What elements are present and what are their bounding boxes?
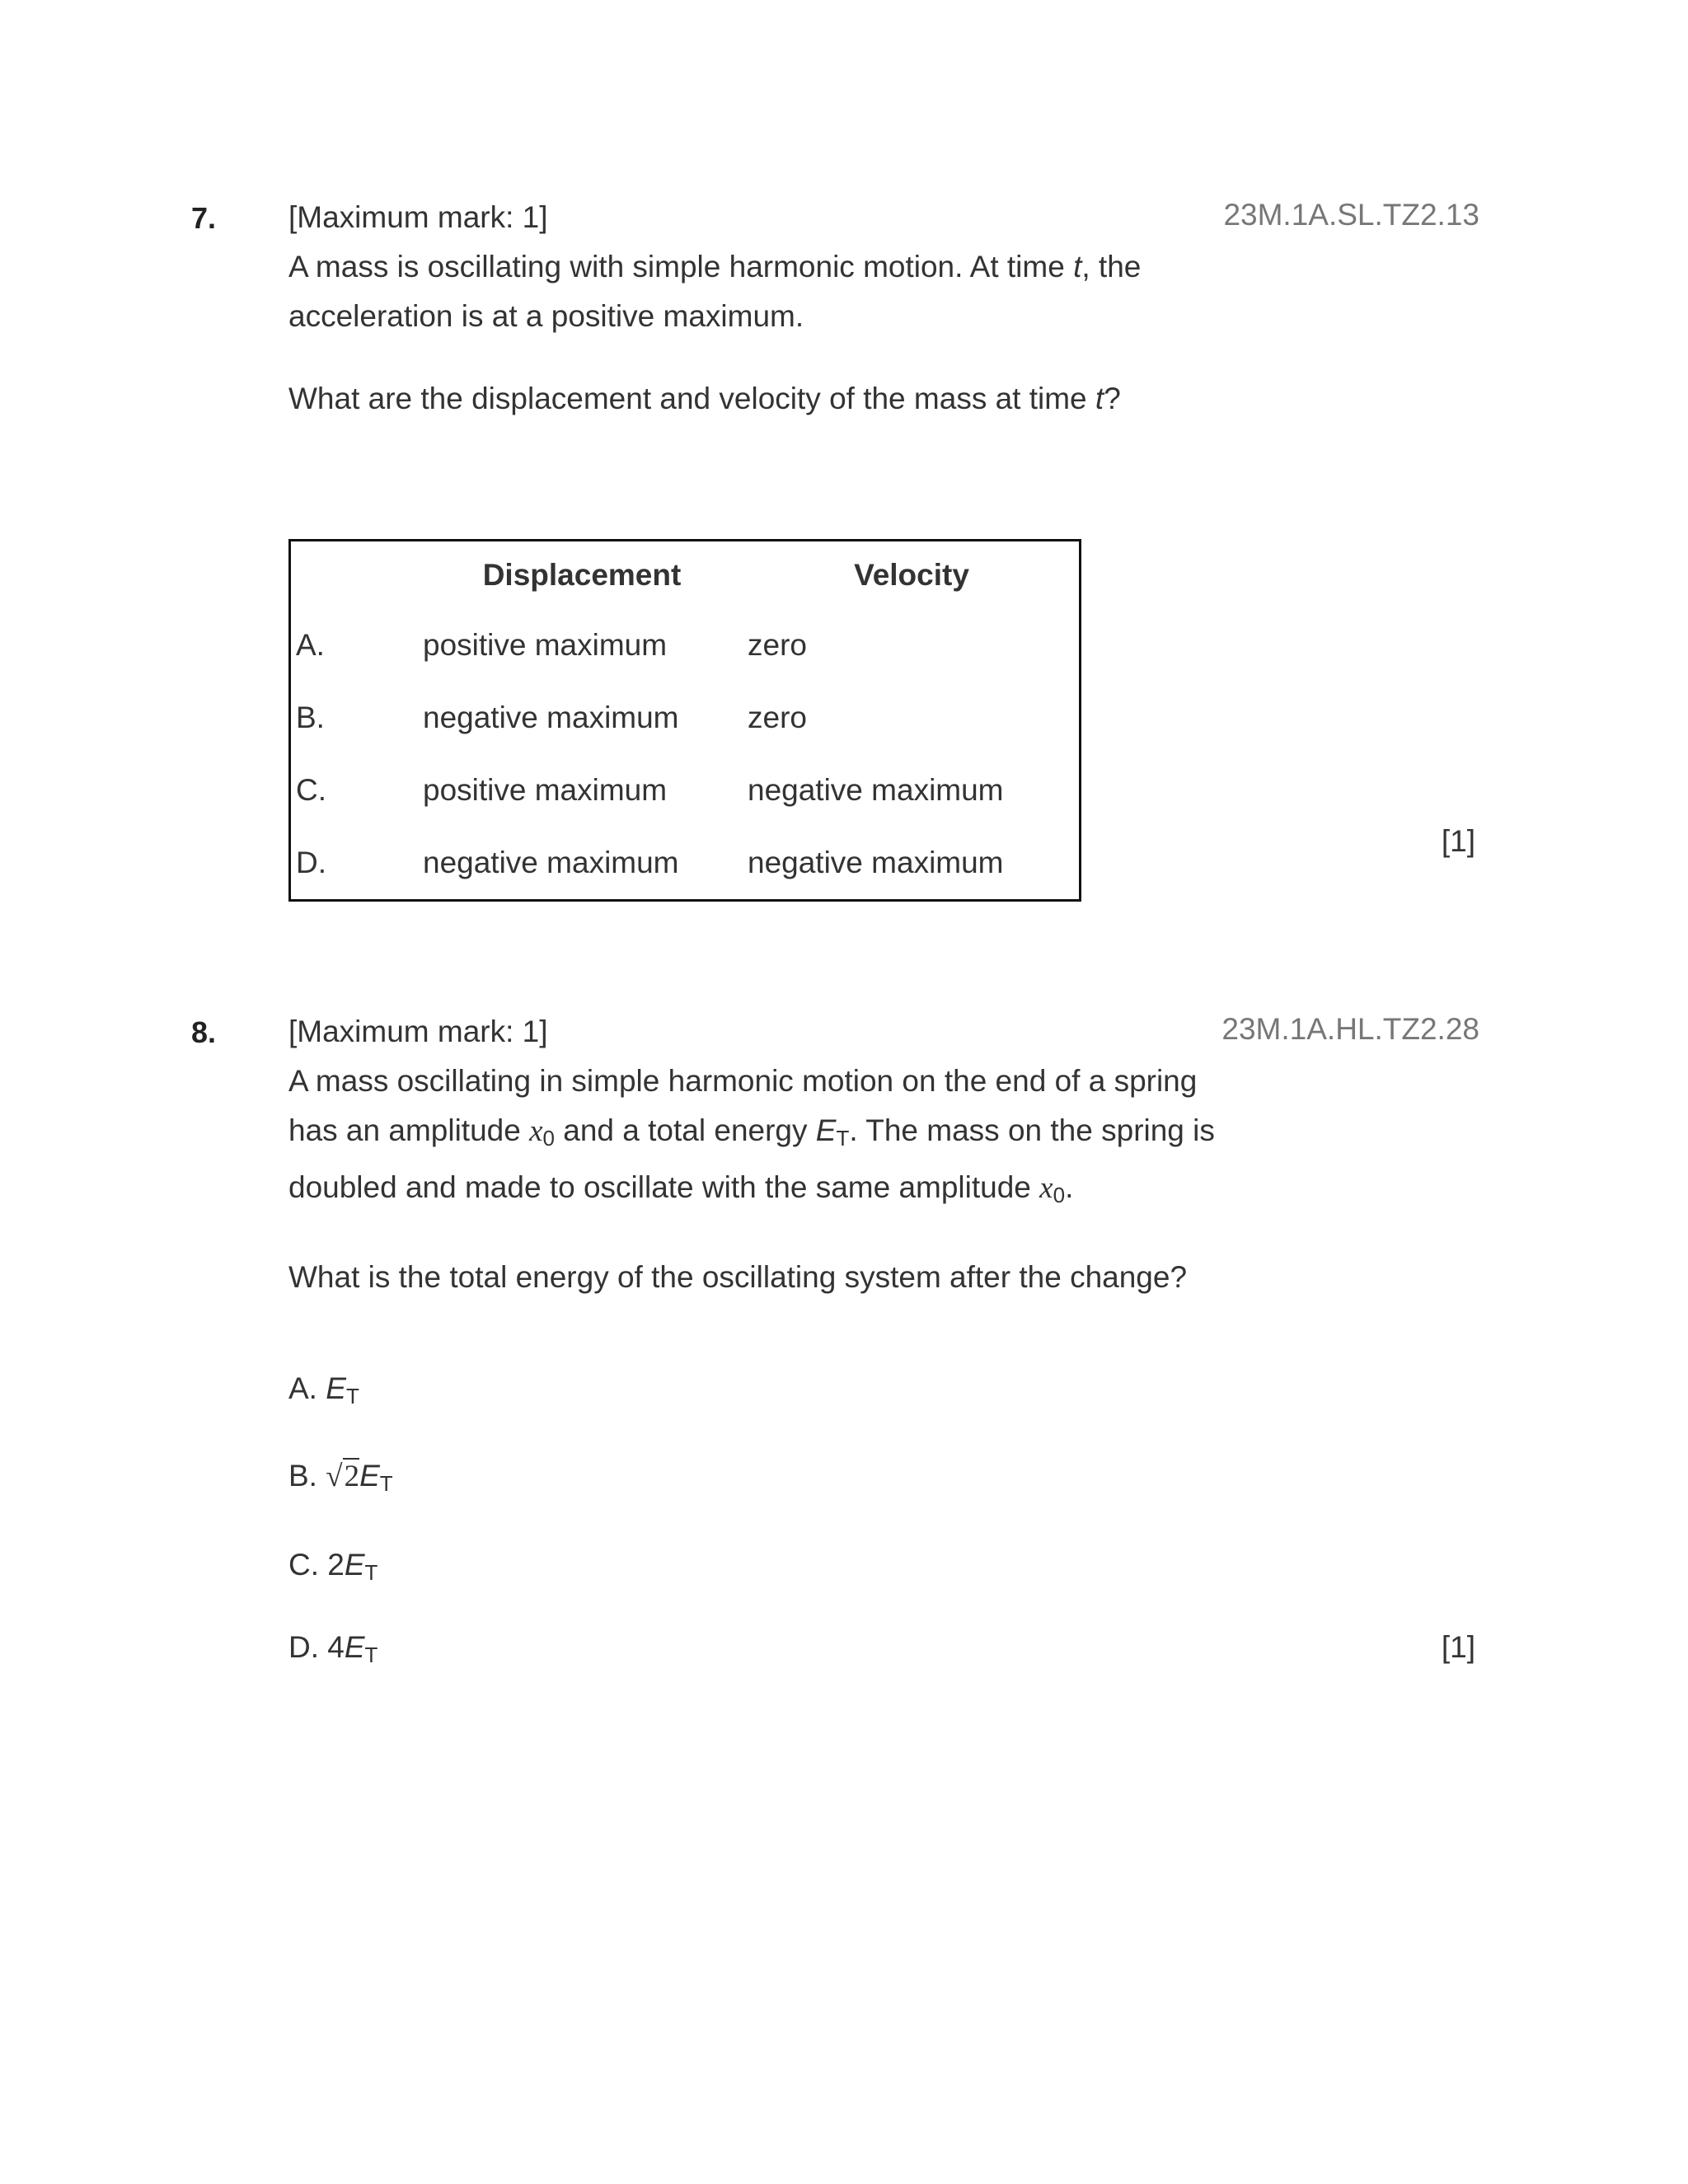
option-displacement: negative maximum — [423, 845, 679, 879]
option-d: D. $4E_T$ — [288, 1630, 378, 1667]
question-stem: A mass oscillating in simple harmonic motion on the end of a spring has an amplitude $x_0$ and a total energy $E_T$. The mass on the spring is doubled and made to oscillate with the same amplitude $x_0$. — [288, 1064, 1215, 1207]
option-displacement: negative maximum — [423, 700, 679, 734]
question-body — [288, 193, 1236, 424]
table-header-row — [290, 541, 1081, 610]
square-root-symbol: √2 — [326, 1460, 360, 1493]
question-prompt: What is the total energy of the oscillating system after the change? — [288, 1260, 1188, 1294]
option-velocity: negative maximum — [748, 772, 1004, 807]
question-number: 8. — [191, 1015, 217, 1049]
option-displacement: positive maximum — [423, 772, 668, 807]
marks-allocation: [1] — [1441, 824, 1475, 858]
question-reference: 23M.1A.HL.TZ2.28 — [1221, 1012, 1479, 1046]
option-velocity: zero — [748, 700, 807, 734]
question-prompt: What are the displacement and velocity of the mass at time t? — [288, 382, 1121, 415]
option-label: B. — [296, 700, 325, 734]
table-row — [290, 682, 1081, 754]
option-b: B. $√2E_T$ — [288, 1459, 393, 1496]
table-row — [290, 827, 1081, 901]
answer-table — [288, 539, 1081, 902]
option-velocity: negative maximum — [748, 845, 1004, 879]
option-c: C. $2E_T$ — [288, 1548, 378, 1585]
option-label: C. — [296, 772, 326, 807]
max-mark: [Maximum mark: 1] — [288, 200, 548, 234]
table-row — [290, 609, 1081, 682]
option-label: D. — [296, 845, 326, 879]
table-header-displacement: Displacement — [482, 558, 682, 592]
table-row — [290, 754, 1081, 827]
question-body — [288, 1007, 1261, 1302]
marks-allocation: [1] — [1441, 1630, 1475, 1664]
option-velocity: zero — [748, 627, 807, 662]
question-reference: 23M.1A.SL.TZ2.13 — [1223, 198, 1479, 232]
table-header-label — [290, 541, 420, 610]
max-mark: [Maximum mark: 1] — [288, 1015, 548, 1048]
question-stem: A mass is oscillating with simple harmonic motion. At time t, the acceleration is at a positive maximum. — [288, 250, 1142, 333]
table-header-velocity: Velocity — [854, 558, 969, 592]
option-displacement: positive maximum — [423, 627, 668, 662]
option-label: A. — [296, 627, 325, 662]
option-a: A. $E_T$ — [288, 1371, 359, 1408]
question-number: 7. — [191, 201, 217, 235]
